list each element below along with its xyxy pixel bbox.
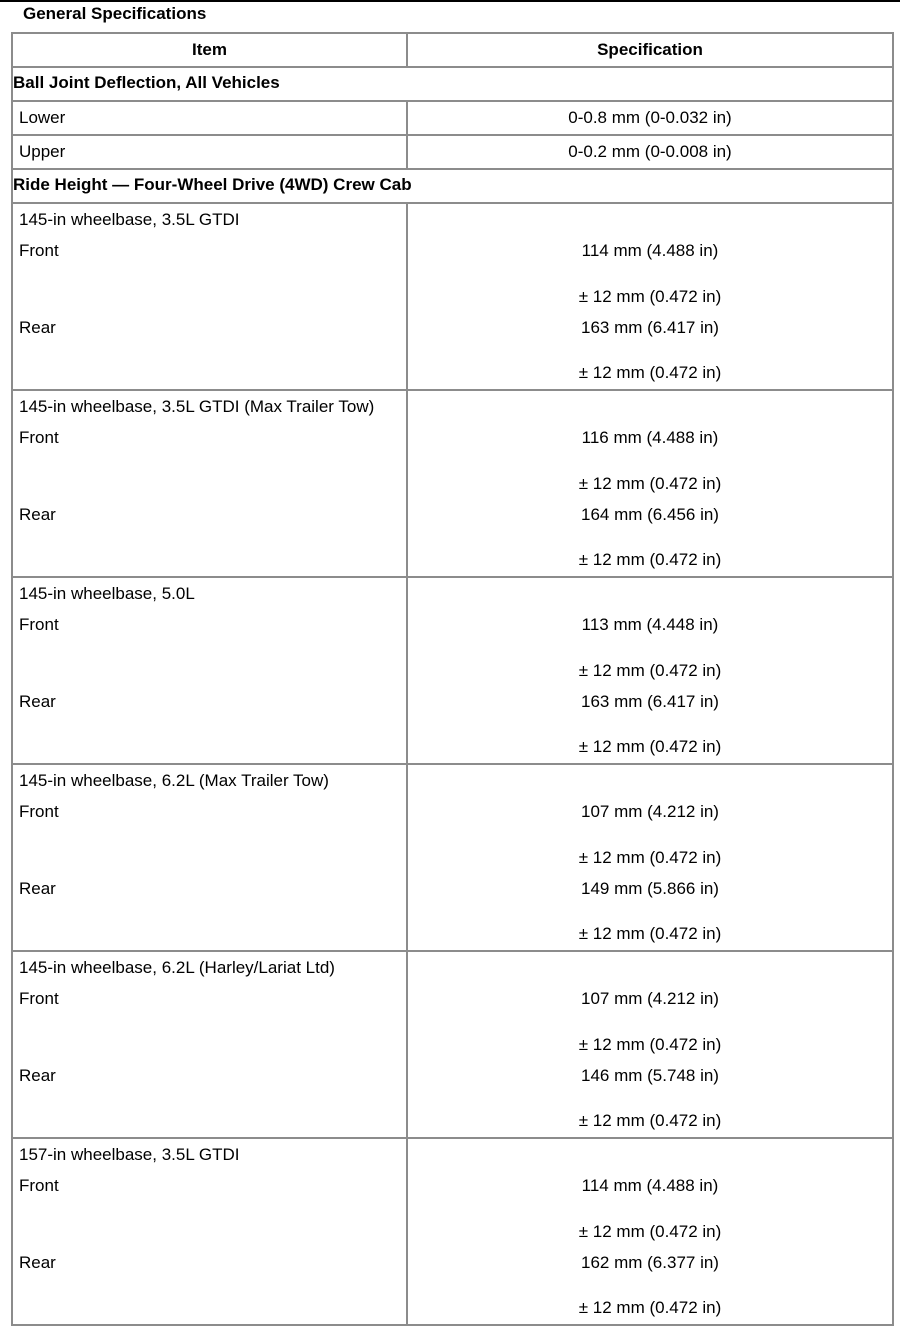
table-row xyxy=(12,203,893,390)
group-title: 157-in wheelbase, 3.5L GTDI xyxy=(19,1145,240,1164)
spec-cell xyxy=(407,390,893,577)
table-row xyxy=(12,101,893,135)
rear-label: Rear xyxy=(19,505,56,524)
group-title: 145-in wheelbase, 5.0L xyxy=(19,584,195,603)
table-row xyxy=(12,577,893,764)
front-value: 107 mm (4.212 in) xyxy=(581,802,719,821)
item-cell xyxy=(12,203,407,390)
spec-cell xyxy=(407,203,893,390)
spec-cell xyxy=(407,951,893,1138)
page-title: General Specifications xyxy=(23,4,207,23)
front-value: 114 mm (4.488 in) xyxy=(581,1176,719,1195)
specifications-table xyxy=(11,32,894,1326)
front-tolerance: ± 12 mm (0.472 in) xyxy=(578,287,722,306)
rear-tolerance: ± 12 mm (0.472 in) xyxy=(578,550,722,569)
rear-value: 163 mm (6.417 in) xyxy=(581,692,719,711)
front-value: 116 mm (4.488 in) xyxy=(581,428,719,447)
rear-label: Rear xyxy=(19,1253,56,1272)
table-row xyxy=(12,1138,893,1325)
spec-cell xyxy=(407,1138,893,1325)
front-label: Front xyxy=(19,615,59,634)
top-border-line xyxy=(0,0,900,2)
rear-label: Rear xyxy=(19,692,56,711)
item-cell xyxy=(12,764,407,951)
front-label: Front xyxy=(19,989,59,1008)
spec-cell: 0-0.2 mm (0-0.008 in) xyxy=(407,135,893,169)
rear-label: Rear xyxy=(19,318,56,337)
rear-value: 149 mm (5.866 in) xyxy=(581,879,719,898)
rear-label: Rear xyxy=(19,1066,56,1085)
table-row xyxy=(12,764,893,951)
group-title: 145-in wheelbase, 6.2L (Max Trailer Tow) xyxy=(19,771,329,790)
spec-cell xyxy=(407,577,893,764)
front-tolerance: ± 12 mm (0.472 in) xyxy=(578,661,722,680)
item-cell: Lower xyxy=(12,101,407,135)
section-row-ride-height xyxy=(12,169,893,203)
rear-tolerance: ± 12 mm (0.472 in) xyxy=(578,363,722,382)
section-title: Ball Joint Deflection, All Vehicles xyxy=(12,67,893,101)
spec-cell xyxy=(407,764,893,951)
front-tolerance: ± 12 mm (0.472 in) xyxy=(578,1035,722,1054)
item-cell xyxy=(12,577,407,764)
front-label: Front xyxy=(19,241,59,260)
rear-tolerance: ± 12 mm (0.472 in) xyxy=(578,924,722,943)
front-tolerance: ± 12 mm (0.472 in) xyxy=(578,848,722,867)
front-value: 114 mm (4.488 in) xyxy=(581,241,719,260)
rear-value: 163 mm (6.417 in) xyxy=(581,318,719,337)
section-row-ball-joint xyxy=(12,67,893,101)
front-tolerance: ± 12 mm (0.472 in) xyxy=(578,474,722,493)
front-label: Front xyxy=(19,428,59,447)
rear-tolerance: ± 12 mm (0.472 in) xyxy=(578,1111,722,1130)
column-header-item: Item xyxy=(12,33,407,67)
front-tolerance: ± 12 mm (0.472 in) xyxy=(578,1222,722,1241)
rear-tolerance: ± 12 mm (0.472 in) xyxy=(578,737,722,756)
rear-label: Rear xyxy=(19,879,56,898)
item-cell: Upper xyxy=(12,135,407,169)
table-header-row xyxy=(12,33,893,67)
table-row xyxy=(12,390,893,577)
item-cell xyxy=(12,951,407,1138)
spec-cell: 0-0.8 mm (0-0.032 in) xyxy=(407,101,893,135)
column-header-specification: Specification xyxy=(407,33,893,67)
front-value: 113 mm (4.448 in) xyxy=(581,615,719,634)
rear-value: 162 mm (6.377 in) xyxy=(581,1253,719,1272)
table-row xyxy=(12,135,893,169)
item-cell xyxy=(12,390,407,577)
front-value: 107 mm (4.212 in) xyxy=(581,989,719,1008)
rear-value: 164 mm (6.456 in) xyxy=(581,505,719,524)
group-title: 145-in wheelbase, 6.2L (Harley/Lariat Ltd) xyxy=(19,958,335,977)
section-title: Ride Height — Four-Wheel Drive (4WD) Crew Cab xyxy=(12,169,893,203)
table-row xyxy=(12,951,893,1138)
front-label: Front xyxy=(19,1176,59,1195)
rear-tolerance: ± 12 mm (0.472 in) xyxy=(578,1298,722,1317)
rear-value: 146 mm (5.748 in) xyxy=(581,1066,719,1085)
group-title: 145-in wheelbase, 3.5L GTDI xyxy=(19,210,240,229)
item-cell xyxy=(12,1138,407,1325)
front-label: Front xyxy=(19,802,59,821)
group-title: 145-in wheelbase, 3.5L GTDI (Max Trailer Tow) xyxy=(19,397,375,416)
